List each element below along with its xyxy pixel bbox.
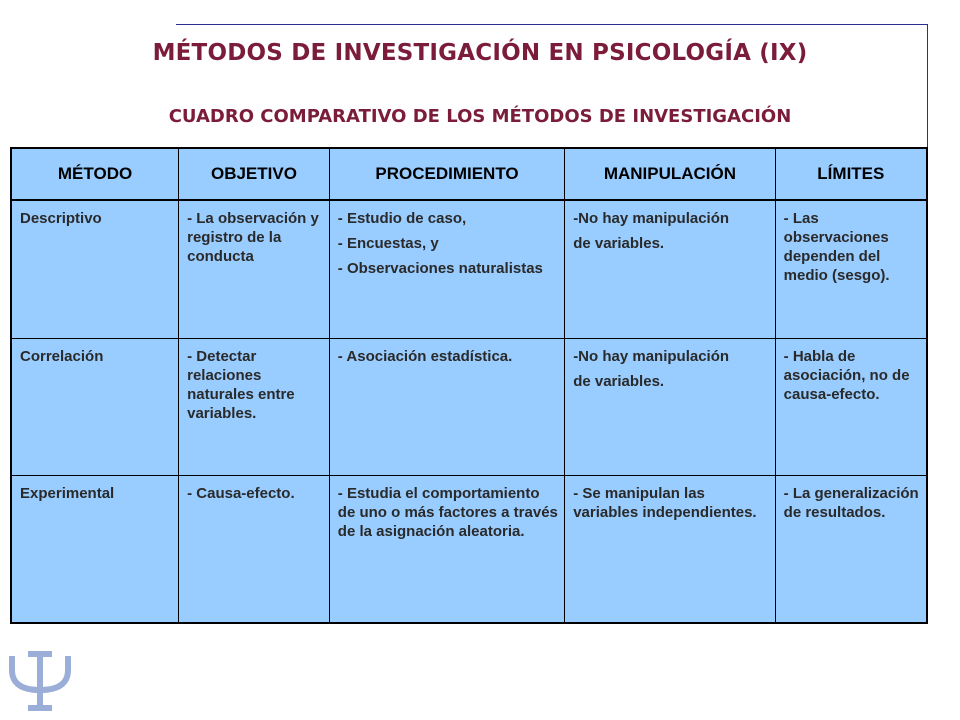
slide-subtitle: CUADRO COMPARATIVO DE LOS MÉTODOS DE INVESTIGACIÓN xyxy=(168,106,792,127)
cell-manipulation xyxy=(565,200,775,338)
cell-objective: - Detectar relaciones naturales entre variables. xyxy=(179,338,330,475)
procedure-line: - Encuestas, y xyxy=(337,235,439,252)
manipulation-line: de variables. xyxy=(573,372,665,390)
procedure-line: - Observaciones naturalistas xyxy=(337,260,543,277)
comparison-table xyxy=(10,147,928,624)
frame-top-line xyxy=(176,24,928,25)
cell-procedure xyxy=(329,338,564,475)
table-row xyxy=(11,200,927,338)
manipulation-line: -No hay manipulación xyxy=(573,210,730,227)
header-manipulation: MANIPULACIÓN xyxy=(565,148,775,200)
table-row xyxy=(11,475,927,623)
header-objective: OBJETIVO xyxy=(179,148,330,200)
psi-icon xyxy=(6,648,74,712)
cell-method: Experimental xyxy=(11,475,179,623)
procedure-line: - Estudio de caso, xyxy=(337,210,467,227)
cell-method: Correlación xyxy=(11,338,179,475)
header-limits: LÍMITES xyxy=(775,148,927,200)
header-method: MÉTODO xyxy=(11,148,179,200)
header-procedure: PROCEDIMIENTO xyxy=(329,148,564,200)
cell-method: Descriptivo xyxy=(11,200,179,338)
cell-limits: - Habla de asociación, no de causa-efecto. xyxy=(775,338,927,475)
procedure-line: - Asociación estadística. xyxy=(337,347,513,365)
cell-limits: - Las observaciones dependen del medio (sesgo). xyxy=(775,200,927,338)
cell-procedure xyxy=(329,200,564,338)
cell-procedure xyxy=(329,475,564,623)
manipulation-line: - Se manipulan las variables independientes. xyxy=(573,484,757,521)
cell-objective: - Causa-efecto. xyxy=(179,475,330,623)
manipulation-line: de variables. xyxy=(573,235,665,252)
procedure-line: - Estudia el comportamiento de uno o más factores a través de la asignación aleatoria. xyxy=(337,484,558,540)
slide-title: MÉTODOS DE INVESTIGACIÓN EN PSICOLOGÍA (IX) xyxy=(152,40,808,66)
cell-limits: - La generalización de resultados. xyxy=(775,475,927,623)
table-row xyxy=(11,338,927,475)
table-header-row xyxy=(11,148,927,200)
cell-manipulation xyxy=(565,338,775,475)
cell-objective: - La observación y registro de la conducta xyxy=(179,200,330,338)
cell-manipulation xyxy=(565,475,775,623)
manipulation-line: -No hay manipulación xyxy=(573,347,730,365)
